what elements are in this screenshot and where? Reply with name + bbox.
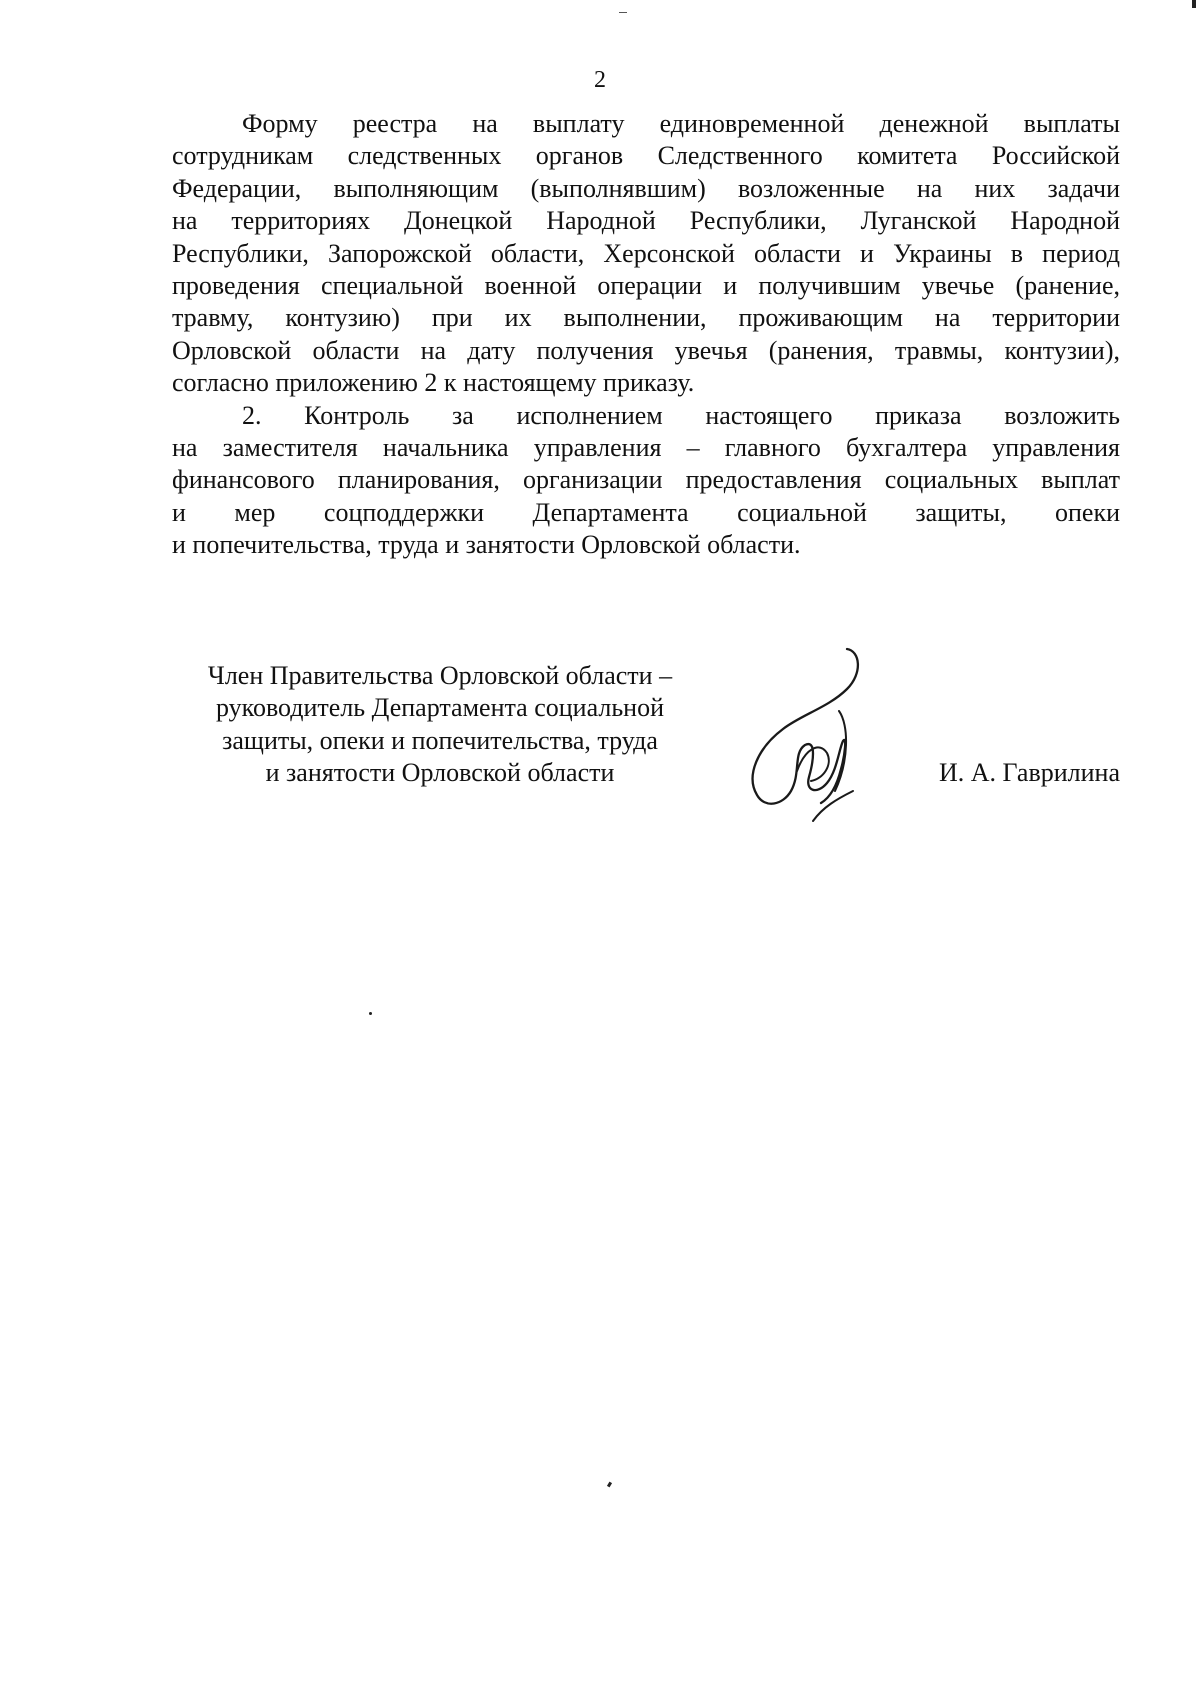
paragraph-line: Федерации, выполняющим (выполнявшим) возложенные на них задачи bbox=[172, 173, 1120, 203]
paragraph-line: Республики, Запорожской области, Херсонской области и Украины в период bbox=[172, 238, 1120, 268]
scan-speck bbox=[607, 1482, 612, 1488]
paragraph-line: Форму реестра на выплату единовременной денежной выплаты bbox=[242, 109, 1120, 138]
scan-speck bbox=[369, 1012, 372, 1015]
scan-speck bbox=[1192, 0, 1196, 8]
paragraph-line: финансового планирования, организации предоставления социальных выплат bbox=[172, 465, 1120, 495]
handwritten-signature-icon bbox=[735, 645, 885, 825]
paragraph-control-clause bbox=[172, 400, 1120, 562]
paragraph-line: 2. Контроль за исполнением настоящего приказа возложить bbox=[242, 400, 1120, 430]
paragraph-line: и мер соцподдержки Департамента социальной защиты, опеки bbox=[172, 497, 1120, 527]
paragraph-line: сотрудникам следственных органов Следственного комитета Российской bbox=[172, 141, 1120, 171]
paragraph-line: проведения специальной военной операции и получившим увечье (ранение, bbox=[172, 271, 1120, 301]
paragraph-line: и попечительства, труда и занятости Орловской области. bbox=[172, 530, 801, 560]
document-body bbox=[172, 108, 1120, 562]
paragraph-line: на заместителя начальника управления – главного бухгалтера управления bbox=[172, 433, 1120, 463]
signatory-title bbox=[170, 660, 710, 790]
signatory-title-line: и занятости Орловской области bbox=[265, 758, 615, 788]
scan-speck bbox=[619, 12, 627, 13]
paragraph-line: Орловской области на дату получения увечья (ранения, травмы, контузии), bbox=[172, 335, 1120, 365]
paragraph-line: травму, контузию) при их выполнении, проживающим на территории bbox=[172, 303, 1120, 333]
signatory-title-line: руководитель Департамента социальной bbox=[215, 693, 665, 723]
page-number: 2 bbox=[594, 67, 606, 93]
signatory-title-line: Член Правительства Орловской области – bbox=[207, 661, 673, 690]
paragraph-line: на территориях Донецкой Народной Республики, Луганской Народной bbox=[172, 206, 1120, 236]
paragraph-registry-form bbox=[172, 108, 1120, 400]
paragraph-line: согласно приложению 2 к настоящему приказу. bbox=[172, 368, 695, 398]
signatory-name: И. А. Гаврилина bbox=[938, 758, 1120, 787]
signatory-title-line: защиты, опеки и попечительства, труда bbox=[222, 725, 658, 755]
